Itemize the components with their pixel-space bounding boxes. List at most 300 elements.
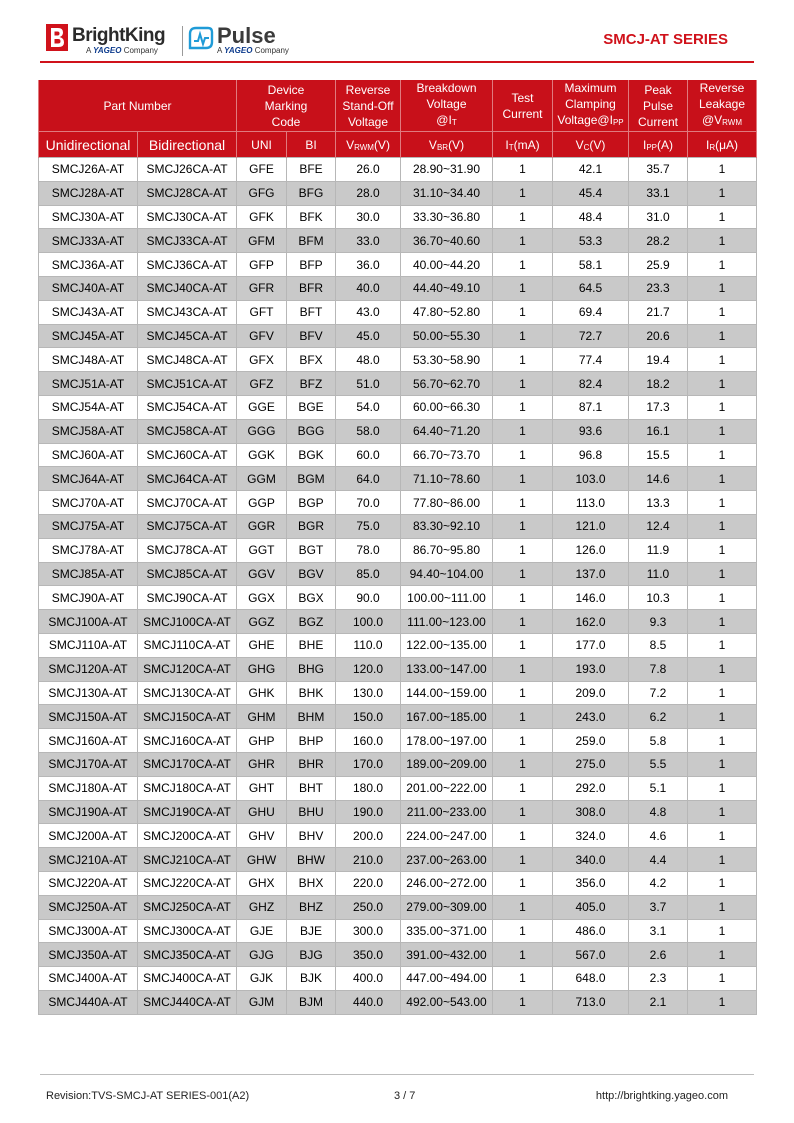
cell-uni-part: SMCJ75A-AT [39,514,138,538]
cell-it: 1 [493,633,553,657]
cell-vc: 713.0 [553,990,629,1014]
cell-bi-part: SMCJ160CA-AT [138,729,237,753]
cell-ipp: 16.1 [629,419,688,443]
cell-it: 1 [493,990,553,1014]
cell-ipp: 4.4 [629,848,688,872]
cell-vrwm: 40.0 [336,276,401,300]
cell-vbr: 178.00~197.00 [401,729,493,753]
cell-vrwm: 440.0 [336,990,401,1014]
cell-mark-uni: GGE [237,395,287,419]
cell-mark-bi: BHE [287,633,336,657]
cell-vc: 405.0 [553,895,629,919]
table-row [39,800,757,824]
cell-mark-uni: GHT [237,776,287,800]
cell-it: 1 [493,871,553,895]
cell-mark-bi: BHK [287,681,336,705]
cell-mark-bi: BJE [287,919,336,943]
cell-mark-uni: GGX [237,586,287,610]
brightking-mark-icon [46,24,68,51]
header-vrwm-unit: $V_{RWM}(V)$ [336,132,401,158]
cell-it: 1 [493,538,553,562]
cell-mark-uni: GHG [237,657,287,681]
cell-bi-part: SMCJ100CA-AT [138,610,237,634]
cell-vc: 243.0 [553,705,629,729]
table-row [39,181,757,205]
cell-mark-uni: GGG [237,419,287,443]
cell-bi-part: SMCJ190CA-AT [138,800,237,824]
cell-uni-part: SMCJ160A-AT [39,729,138,753]
cell-mark-bi: BHW [287,848,336,872]
cell-it: 1 [493,253,553,277]
cell-vrwm: 130.0 [336,681,401,705]
cell-bi-part: SMCJ28CA-AT [138,181,237,205]
cell-vbr: 50.00~55.30 [401,324,493,348]
cell-it: 1 [493,229,553,253]
cell-ir: 1 [688,395,757,419]
header-test-current: Test Current [493,80,553,132]
cell-vbr: 47.80~52.80 [401,300,493,324]
cell-vbr: 33.30~36.80 [401,205,493,229]
table-row [39,633,757,657]
cell-it: 1 [493,586,553,610]
cell-bi-part: SMCJ150CA-AT [138,705,237,729]
cell-ipp: 23.3 [629,276,688,300]
cell-mark-uni: GHW [237,848,287,872]
cell-vc: 58.1 [553,253,629,277]
header-marking-code: Device Marking Code [237,80,336,132]
cell-vbr: 77.80~86.00 [401,491,493,515]
cell-vc: 45.4 [553,181,629,205]
header-ipp-unit: $I_{PP}(A)$ [629,132,688,158]
cell-it: 1 [493,395,553,419]
cell-vrwm: 33.0 [336,229,401,253]
cell-vbr: 60.00~66.30 [401,395,493,419]
cell-uni-part: SMCJ210A-AT [39,848,138,872]
cell-uni-part: SMCJ440A-AT [39,990,138,1014]
cell-ir: 1 [688,562,757,586]
cell-it: 1 [493,895,553,919]
cell-vbr: 122.00~135.00 [401,633,493,657]
cell-ir: 1 [688,681,757,705]
header-mark-bi: BI [287,132,336,158]
cell-vc: 42.1 [553,158,629,182]
cell-ir: 1 [688,729,757,753]
cell-mark-uni: GHR [237,752,287,776]
cell-uni-part: SMCJ43A-AT [39,300,138,324]
table-row [39,919,757,943]
cell-it: 1 [493,729,553,753]
cell-ipp: 6.2 [629,705,688,729]
cell-it: 1 [493,324,553,348]
table-row [39,967,757,991]
cell-vbr: 224.00~247.00 [401,824,493,848]
cell-it: 1 [493,776,553,800]
cell-mark-bi: BFV [287,324,336,348]
cell-ir: 1 [688,467,757,491]
pulse-mark-icon [188,26,214,50]
cell-mark-bi: BGG [287,419,336,443]
cell-it: 1 [493,491,553,515]
table-row [39,372,757,396]
cell-mark-uni: GHE [237,633,287,657]
cell-ipp: 12.4 [629,514,688,538]
cell-vrwm: 170.0 [336,752,401,776]
cell-bi-part: SMCJ51CA-AT [138,372,237,396]
cell-vc: 121.0 [553,514,629,538]
cell-vc: 259.0 [553,729,629,753]
cell-vrwm: 110.0 [336,633,401,657]
cell-mark-bi: BHP [287,729,336,753]
cell-uni-part: SMCJ90A-AT [39,586,138,610]
cell-vbr: 53.30~58.90 [401,348,493,372]
cell-mark-bi: BFP [287,253,336,277]
cell-mark-uni: GFR [237,276,287,300]
cell-vc: 53.3 [553,229,629,253]
cell-mark-bi: BFE [287,158,336,182]
table-row [39,943,757,967]
cell-vc: 356.0 [553,871,629,895]
cell-uni-part: SMCJ150A-AT [39,705,138,729]
cell-mark-bi: BHU [287,800,336,824]
cell-ir: 1 [688,158,757,182]
cell-bi-part: SMCJ58CA-AT [138,419,237,443]
cell-mark-uni: GFG [237,181,287,205]
cell-mark-uni: GFT [237,300,287,324]
cell-vrwm: 250.0 [336,895,401,919]
footer-page-number: 3 / 7 [394,1090,416,1102]
cell-vrwm: 100.0 [336,610,401,634]
table-row [39,443,757,467]
cell-vbr: 83.30~92.10 [401,514,493,538]
cell-vbr: 335.00~371.00 [401,919,493,943]
cell-ipp: 15.5 [629,443,688,467]
cell-mark-uni: GFK [237,205,287,229]
cell-ipp: 2.1 [629,990,688,1014]
cell-vrwm: 160.0 [336,729,401,753]
cell-mark-bi: BHZ [287,895,336,919]
cell-it: 1 [493,443,553,467]
cell-vc: 72.7 [553,324,629,348]
cell-mark-bi: BHT [287,776,336,800]
cell-mark-bi: BHX [287,871,336,895]
cell-mark-uni: GFX [237,348,287,372]
series-title: SMCJ-AT SERIES [603,31,728,48]
cell-bi-part: SMCJ130CA-AT [138,681,237,705]
cell-vrwm: 220.0 [336,871,401,895]
table-unit-header-row [39,132,757,158]
cell-bi-part: SMCJ400CA-AT [138,967,237,991]
cell-vbr: 100.00~111.00 [401,586,493,610]
cell-vrwm: 64.0 [336,467,401,491]
table-row [39,990,757,1014]
cell-mark-bi: BJK [287,967,336,991]
cell-bi-part: SMCJ26CA-AT [138,158,237,182]
cell-bi-part: SMCJ60CA-AT [138,443,237,467]
cell-vc: 126.0 [553,538,629,562]
cell-bi-part: SMCJ110CA-AT [138,633,237,657]
cell-vrwm: 78.0 [336,538,401,562]
cell-uni-part: SMCJ36A-AT [39,253,138,277]
cell-bi-part: SMCJ90CA-AT [138,586,237,610]
cell-uni-part: SMCJ54A-AT [39,395,138,419]
cell-vrwm: 70.0 [336,491,401,515]
cell-vc: 69.4 [553,300,629,324]
cell-bi-part: SMCJ30CA-AT [138,205,237,229]
cell-ir: 1 [688,633,757,657]
cell-uni-part: SMCJ110A-AT [39,633,138,657]
cell-vc: 87.1 [553,395,629,419]
cell-vbr: 167.00~185.00 [401,705,493,729]
cell-bi-part: SMCJ350CA-AT [138,943,237,967]
header-clamping-voltage: Maximum Clamping $Voltage@I_{PP}$ [553,80,629,132]
pulse-subline: A YAGEO Company [217,46,289,55]
table-row [39,348,757,372]
cell-vrwm: 150.0 [336,705,401,729]
cell-mark-uni: GHV [237,824,287,848]
cell-vc: 324.0 [553,824,629,848]
table-row [39,324,757,348]
table-row [39,562,757,586]
cell-bi-part: SMCJ36CA-AT [138,253,237,277]
cell-bi-part: SMCJ78CA-AT [138,538,237,562]
cell-it: 1 [493,967,553,991]
cell-bi-part: SMCJ180CA-AT [138,776,237,800]
cell-vbr: 94.40~104.00 [401,562,493,586]
cell-vbr: 133.00~147.00 [401,657,493,681]
cell-vbr: 44.40~49.10 [401,276,493,300]
header-bidirectional: Bidirectional [138,132,237,158]
cell-uni-part: SMCJ350A-AT [39,943,138,967]
cell-mark-bi: BHG [287,657,336,681]
cell-it: 1 [493,419,553,443]
cell-vrwm: 85.0 [336,562,401,586]
cell-mark-bi: BGV [287,562,336,586]
cell-ipp: 17.3 [629,395,688,419]
cell-ir: 1 [688,895,757,919]
cell-vc: 82.4 [553,372,629,396]
cell-it: 1 [493,848,553,872]
table-row [39,491,757,515]
cell-it: 1 [493,943,553,967]
cell-ipp: 20.6 [629,324,688,348]
cell-mark-uni: GGR [237,514,287,538]
cell-mark-uni: GJK [237,967,287,991]
cell-bi-part: SMCJ64CA-AT [138,467,237,491]
table-row [39,610,757,634]
cell-ipp: 25.9 [629,253,688,277]
cell-ipp: 5.8 [629,729,688,753]
cell-vrwm: 30.0 [336,205,401,229]
cell-vrwm: 60.0 [336,443,401,467]
cell-vbr: 40.00~44.20 [401,253,493,277]
cell-ir: 1 [688,990,757,1014]
cell-vrwm: 120.0 [336,657,401,681]
table-row [39,895,757,919]
cell-ir: 1 [688,491,757,515]
cell-vbr: 201.00~222.00 [401,776,493,800]
cell-it: 1 [493,681,553,705]
cell-mark-uni: GHP [237,729,287,753]
table-row [39,824,757,848]
table-row [39,752,757,776]
cell-bi-part: SMCJ440CA-AT [138,990,237,1014]
cell-it: 1 [493,705,553,729]
cell-bi-part: SMCJ43CA-AT [138,300,237,324]
cell-it: 1 [493,300,553,324]
cell-vbr: 492.00~543.00 [401,990,493,1014]
cell-ipp: 5.5 [629,752,688,776]
cell-ir: 1 [688,848,757,872]
table-group-header-row [39,80,757,132]
brightking-logo [46,24,176,60]
cell-uni-part: SMCJ28A-AT [39,181,138,205]
cell-it: 1 [493,919,553,943]
cell-vc: 193.0 [553,657,629,681]
cell-vrwm: 350.0 [336,943,401,967]
cell-bi-part: SMCJ300CA-AT [138,919,237,943]
cell-ipp: 9.3 [629,610,688,634]
cell-ir: 1 [688,871,757,895]
cell-it: 1 [493,610,553,634]
cell-mark-uni: GHU [237,800,287,824]
cell-ir: 1 [688,443,757,467]
cell-vc: 648.0 [553,967,629,991]
cell-ipp: 11.9 [629,538,688,562]
cell-mark-bi: BGT [287,538,336,562]
cell-ir: 1 [688,705,757,729]
table-row [39,300,757,324]
cell-mark-uni: GFZ [237,372,287,396]
cell-mark-uni: GJG [237,943,287,967]
cell-mark-bi: BJM [287,990,336,1014]
cell-ipp: 14.6 [629,467,688,491]
cell-vbr: 189.00~209.00 [401,752,493,776]
cell-mark-uni: GJE [237,919,287,943]
cell-ir: 1 [688,538,757,562]
cell-ipp: 8.5 [629,633,688,657]
cell-mark-uni: GHK [237,681,287,705]
cell-vc: 275.0 [553,752,629,776]
table-body [39,158,757,1015]
cell-uni-part: SMCJ130A-AT [39,681,138,705]
cell-ir: 1 [688,205,757,229]
cell-ipp: 4.6 [629,824,688,848]
cell-mark-bi: BGP [287,491,336,515]
cell-ipp: 35.7 [629,158,688,182]
pulse-name: Pulse [217,23,276,48]
cell-mark-bi: BGK [287,443,336,467]
cell-ir: 1 [688,776,757,800]
cell-vbr: 246.00~272.00 [401,871,493,895]
cell-uni-part: SMCJ220A-AT [39,871,138,895]
spec-table [38,80,757,1015]
cell-uni-part: SMCJ60A-AT [39,443,138,467]
cell-vc: 48.4 [553,205,629,229]
cell-vbr: 447.00~494.00 [401,967,493,991]
cell-mark-bi: BFM [287,229,336,253]
cell-uni-part: SMCJ400A-AT [39,967,138,991]
header-vbr-unit: $V_{BR}(V)$ [401,132,493,158]
cell-ir: 1 [688,300,757,324]
cell-ipp: 10.3 [629,586,688,610]
cell-mark-bi: BGZ [287,610,336,634]
cell-bi-part: SMCJ85CA-AT [138,562,237,586]
cell-ir: 1 [688,419,757,443]
cell-ipp: 19.4 [629,348,688,372]
header-ir-unit: $I_R(\mu A)$ [688,132,757,158]
table-row [39,229,757,253]
cell-it: 1 [493,181,553,205]
cell-ir: 1 [688,943,757,967]
cell-uni-part: SMCJ33A-AT [39,229,138,253]
cell-vrwm: 210.0 [336,848,401,872]
cell-bi-part: SMCJ120CA-AT [138,657,237,681]
footer-url: http://brightking.yageo.com [595,1090,728,1102]
cell-ipp: 4.8 [629,800,688,824]
cell-vbr: 279.00~309.00 [401,895,493,919]
table-row [39,657,757,681]
table-row [39,705,757,729]
cell-mark-uni: GFE [237,158,287,182]
cell-mark-bi: BGE [287,395,336,419]
cell-bi-part: SMCJ250CA-AT [138,895,237,919]
cell-ir: 1 [688,229,757,253]
cell-ir: 1 [688,967,757,991]
cell-vrwm: 43.0 [336,300,401,324]
table-row [39,871,757,895]
table-row [39,729,757,753]
cell-ipp: 2.6 [629,943,688,967]
cell-vbr: 66.70~73.70 [401,443,493,467]
cell-uni-part: SMCJ58A-AT [39,419,138,443]
cell-mark-bi: BFZ [287,372,336,396]
cell-vbr: 56.70~62.70 [401,372,493,396]
brightking-subline: A YAGEO Company [86,46,158,55]
cell-vc: 103.0 [553,467,629,491]
table-row [39,419,757,443]
footer-revision: Revision:TVS-SMCJ-AT SERIES-001(A2) [46,1090,250,1102]
cell-vbr: 144.00~159.00 [401,681,493,705]
cell-vrwm: 26.0 [336,158,401,182]
cell-uni-part: SMCJ48A-AT [39,348,138,372]
cell-it: 1 [493,467,553,491]
cell-vbr: 28.90~31.90 [401,158,493,182]
cell-ipp: 18.2 [629,372,688,396]
table-row [39,514,757,538]
cell-vrwm: 58.0 [336,419,401,443]
cell-it: 1 [493,752,553,776]
cell-it: 1 [493,205,553,229]
cell-ipp: 28.2 [629,229,688,253]
header-vc-unit: $V_C(V)$ [553,132,629,158]
cell-vbr: 391.00~432.00 [401,943,493,967]
cell-it: 1 [493,657,553,681]
cell-bi-part: SMCJ220CA-AT [138,871,237,895]
table-row [39,253,757,277]
cell-it: 1 [493,514,553,538]
cell-vc: 292.0 [553,776,629,800]
cell-mark-uni: GGT [237,538,287,562]
table-row [39,158,757,182]
cell-ir: 1 [688,610,757,634]
cell-bi-part: SMCJ40CA-AT [138,276,237,300]
cell-ipp: 2.3 [629,967,688,991]
cell-mark-uni: GGP [237,491,287,515]
cell-mark-uni: GGV [237,562,287,586]
cell-vrwm: 51.0 [336,372,401,396]
header-peak-pulse-current: Peak Pulse Current [629,80,688,132]
cell-ipp: 3.7 [629,895,688,919]
